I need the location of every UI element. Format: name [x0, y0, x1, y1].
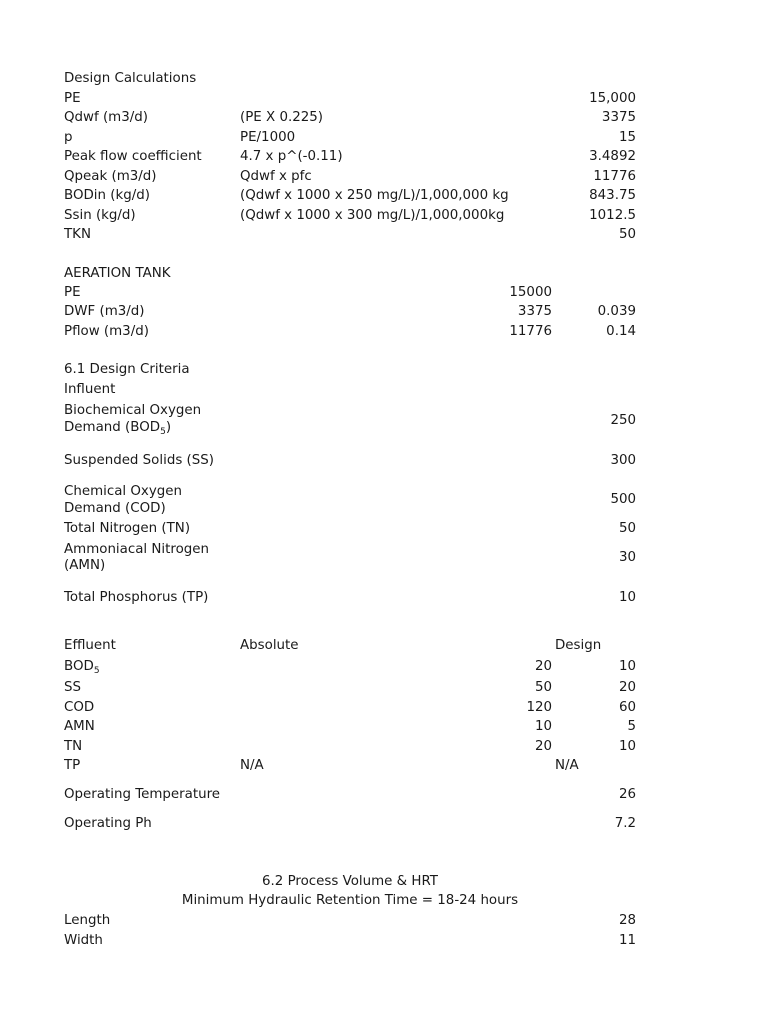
row-value: 11776: [593, 169, 636, 184]
row-value: 7.2: [614, 816, 636, 831]
row-absolute: N/A: [240, 758, 264, 773]
row-formula: (Qdwf x 1000 x 300 mg/L)/1,000,000kg: [240, 208, 505, 223]
row-value: 3.4892: [589, 149, 636, 164]
row-absolute: 50: [534, 680, 552, 695]
row-value: 250: [610, 413, 636, 428]
row-absolute: 20: [534, 739, 552, 754]
label-text: ): [165, 420, 172, 435]
section-heading-aeration-tank: AERATION TANK: [64, 266, 171, 281]
label-text: BOD: [64, 659, 94, 674]
row-formula: 4.7 x p^(-0.11): [240, 149, 343, 164]
row-label: Pflow (m3/d): [64, 324, 149, 339]
row-value-2: 0.14: [606, 324, 636, 339]
label-text: Demand (BOD: [64, 420, 161, 435]
row-value-2: 0.039: [597, 304, 636, 319]
row-value-1: 15000: [509, 285, 552, 300]
row-label: DWF (m3/d): [64, 304, 145, 319]
row-value-1: 3375: [517, 304, 552, 319]
row-value: 10: [618, 590, 636, 605]
column-header-absolute: Absolute: [240, 638, 299, 653]
row-label: COD: [64, 700, 95, 715]
row-label: Suspended Solids (SS): [64, 453, 214, 468]
row-label: [64, 658, 100, 675]
subscript: 5: [93, 666, 100, 676]
row-design: 20: [618, 680, 636, 695]
row-formula: (PE X 0.225): [240, 110, 324, 125]
row-label: Ssin (kg/d): [64, 208, 136, 223]
row-label: Operating Temperature: [64, 787, 221, 802]
row-label: SS: [64, 680, 81, 695]
row-label: Length: [64, 913, 111, 928]
row-value-1: 11776: [509, 324, 552, 339]
row-absolute: 10: [534, 719, 552, 734]
effluent-heading: Effluent: [64, 638, 116, 653]
row-label: TN: [64, 739, 83, 754]
row-value: 11: [618, 933, 636, 948]
row-value: 300: [610, 453, 636, 468]
process-volume-subheading: Minimum Hydraulic Retention Time = 18-24 hours: [181, 893, 519, 908]
row-label: p: [64, 130, 73, 145]
subscript: 5: [160, 427, 166, 437]
row-label: BODin (kg/d): [64, 188, 150, 203]
row-label: PE: [64, 285, 81, 300]
section-heading-process-volume: 6.2 Process Volume & HRT: [262, 874, 438, 889]
row-value: 50: [618, 227, 636, 242]
row-label-line1: Ammoniacal Nitrogen: [64, 542, 210, 557]
row-label: TKN: [64, 227, 91, 242]
row-label: Total Phosphorus (TP): [64, 590, 209, 605]
row-design: N/A: [555, 758, 579, 773]
row-label: Operating Ph: [64, 816, 152, 831]
row-label: Total Nitrogen (TN): [64, 521, 191, 536]
section-heading-design-criteria: 6.1 Design Criteria: [64, 362, 190, 377]
row-label: Width: [64, 933, 103, 948]
row-label: TP: [64, 758, 81, 773]
column-header-design: Design: [555, 638, 602, 653]
row-formula: Qdwf x pfc: [240, 169, 312, 184]
row-formula: PE/1000: [240, 130, 296, 145]
row-value: 3375: [601, 110, 636, 125]
row-label-line1: Biochemical Oxygen: [64, 403, 202, 418]
row-design: 60: [618, 700, 636, 715]
row-value: 50: [618, 521, 636, 536]
row-value: 843.75: [589, 188, 636, 203]
row-design: 5: [627, 719, 636, 734]
row-value: 26: [618, 787, 636, 802]
row-label: PE: [64, 91, 81, 106]
row-label-line1: Chemical Oxygen: [64, 484, 182, 499]
row-design: 10: [618, 659, 636, 674]
row-formula: (Qdwf x 1000 x 250 mg/L)/1,000,000 kg: [240, 188, 509, 203]
row-value: 15,000: [589, 91, 636, 106]
row-label: Qdwf (m3/d): [64, 110, 148, 125]
row-label: AMN: [64, 719, 95, 734]
row-absolute: 120: [526, 700, 552, 715]
row-value: 28: [618, 913, 636, 928]
row-value: 30: [618, 550, 636, 565]
row-label-line2: Demand (COD): [64, 501, 166, 516]
row-label: Qpeak (m3/d): [64, 169, 157, 184]
row-absolute: 20: [534, 659, 552, 674]
row-design: 10: [618, 739, 636, 754]
row-value: 15: [618, 130, 636, 145]
row-value: 500: [610, 492, 636, 507]
row-label-line2: [64, 419, 171, 436]
row-value: 1012.5: [589, 208, 636, 223]
row-label: Peak flow coefficient: [64, 149, 202, 164]
section-heading-design-calculations: Design Calculations: [64, 71, 197, 86]
influent-heading: Influent: [64, 382, 116, 397]
row-label-line2: (AMN): [64, 558, 106, 573]
